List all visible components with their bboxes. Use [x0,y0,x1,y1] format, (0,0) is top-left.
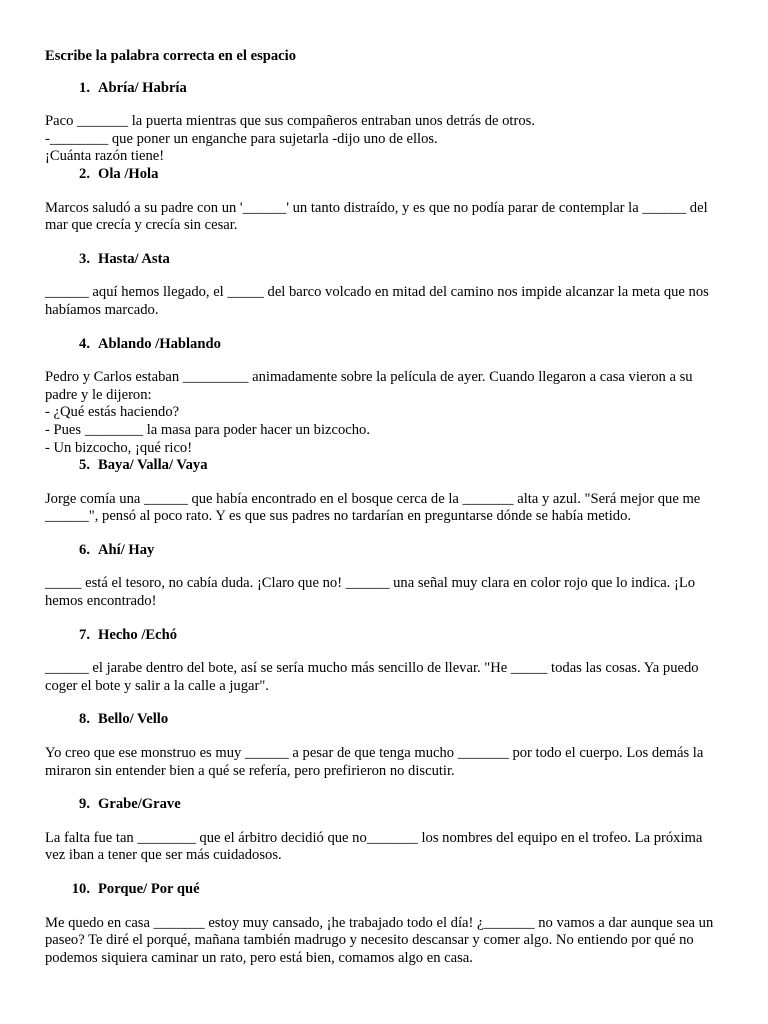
exercise-heading [45,166,725,184]
exercise-title: Hecho /Echó [98,626,178,643]
exercise-number: 8. [79,711,90,728]
document-page [45,48,725,983]
exercise-4 [45,336,725,458]
exercise-title: Ola /Hola [98,165,159,182]
exercise-6 [45,542,725,611]
text-line: - Un bizcocho, ¡qué rico! [45,439,193,456]
exercise-text [45,575,725,610]
exercise-number: 3. [79,250,90,267]
text-line: -________ que poner un enganche para sujetarla -dijo uno de ellos. [45,130,438,147]
exercise-text [45,200,725,235]
exercise-title: Baya/ Valla/ Vaya [98,457,208,474]
exercise-text [45,491,725,526]
exercise-heading [45,80,725,98]
exercise-title: Bello/ Vello [98,711,169,728]
exercise-number: 7. [79,626,90,643]
text-line: ______ el jarabe dentro del bote, así se sería mucho más sencillo de llevar. "He _____ todas las cosas. Ya puedo coger el bote y salir a la calle a jugar". [45,660,699,694]
text-line: Me quedo en casa _______ estoy muy cansado, ¡he trabajado todo el día! ¿_______ no vamos a dar aunque sea un paseo? Te diré el porqué, mañana también madrugo y necesito descansar y comer algo. No entiendo por qué no podemos siquiera caminar un rato, pero está bien, comamos algo en casa. [45,914,714,966]
exercise-title: Grabe/Grave [98,796,181,813]
exercise-9 [45,796,725,865]
exercise-heading [45,457,725,475]
exercise-number: 10. [71,881,90,897]
exercise-title: Ahí/ Hay [98,541,155,558]
text-line: - Pues ________ la masa para poder hacer un bizcocho. [45,421,371,438]
text-line: Pedro y Carlos estaban _________ animadamente sobre la película de ayer. Cuando llegaron a casa vieron a su padre y le dijeron: [45,369,693,403]
text-line: ¡Cuánta razón tiene! [45,148,165,165]
exercise-text [45,660,725,695]
exercise-title: Porque/ Por qué [98,881,200,897]
exercise-number: 9. [79,796,90,813]
exercise-7 [45,627,725,696]
exercise-1 [45,80,725,166]
page-title: Escribe la palabra correcta en el espacio [45,48,297,64]
exercise-title: Hasta/ Asta [98,250,170,267]
exercise-heading [45,542,725,560]
exercise-10 [45,881,725,967]
exercise-text [45,284,725,319]
exercise-heading [45,881,725,899]
exercise-heading [45,251,725,269]
exercise-title: Abría/ Habría [98,79,187,96]
exercise-number: 1. [79,79,90,96]
exercise-number: 6. [79,541,90,558]
exercise-title: Ablando /Hablando [98,335,221,352]
text-line: - ¿Qué estás haciendo? [45,404,180,421]
exercise-8 [45,711,725,780]
exercise-2 [45,166,725,235]
exercise-3 [45,251,725,320]
exercise-heading [45,336,725,354]
exercise-text [45,830,725,865]
exercise-text [45,745,725,780]
exercise-heading [45,711,725,729]
exercise-number: 2. [79,165,90,182]
exercise-text [45,113,725,166]
exercise-text [45,369,725,457]
exercise-heading [45,796,725,814]
text-line: La falta fue tan ________ que el árbitro decidió que no_______ los nombres del equipo en el trofeo. La próxima vez iban a tener que ser más cuidadosos. [45,829,703,864]
text-line: _____ está el tesoro, no cabía duda. ¡Claro que no! ______ una señal muy clara en color rojo que lo indica. ¡Lo hemos encontrado! [45,575,696,610]
text-line: Yo creo que ese monstruo es muy ______ a pesar de que tenga mucho _______ por todo el cuerpo. Los demás la miraron sin entender bien a qué se refería, pero prefirieron no discutir. [45,745,704,779]
text-line: ______ aquí hemos llegado, el _____ del barco volcado en mitad del camino nos impide alcanzar la meta que nos habíamos marcado. [45,284,709,318]
exercise-5 [45,457,725,526]
text-line: Jorge comía una ______ que había encontrado en el bosque cerca de la _______ alta y azul. "Será mejor que me ______", pensó al poco rato. Y es que sus padres no tardarían en preguntarse dónde se había metido. [45,490,701,525]
exercise-number: 5. [79,457,90,474]
text-line: Paco _______ la puerta mientras que sus compañeros entraban unos detrás de otros. [45,113,535,130]
exercise-number: 4. [79,335,90,352]
exercise-heading [45,627,725,645]
text-line: Marcos saludó a su padre con un '______' un tanto distraído, y es que no podía parar de contemplar la ______ del mar que crecía y crecía sin cesar. [45,199,708,234]
exercise-text [45,915,725,968]
